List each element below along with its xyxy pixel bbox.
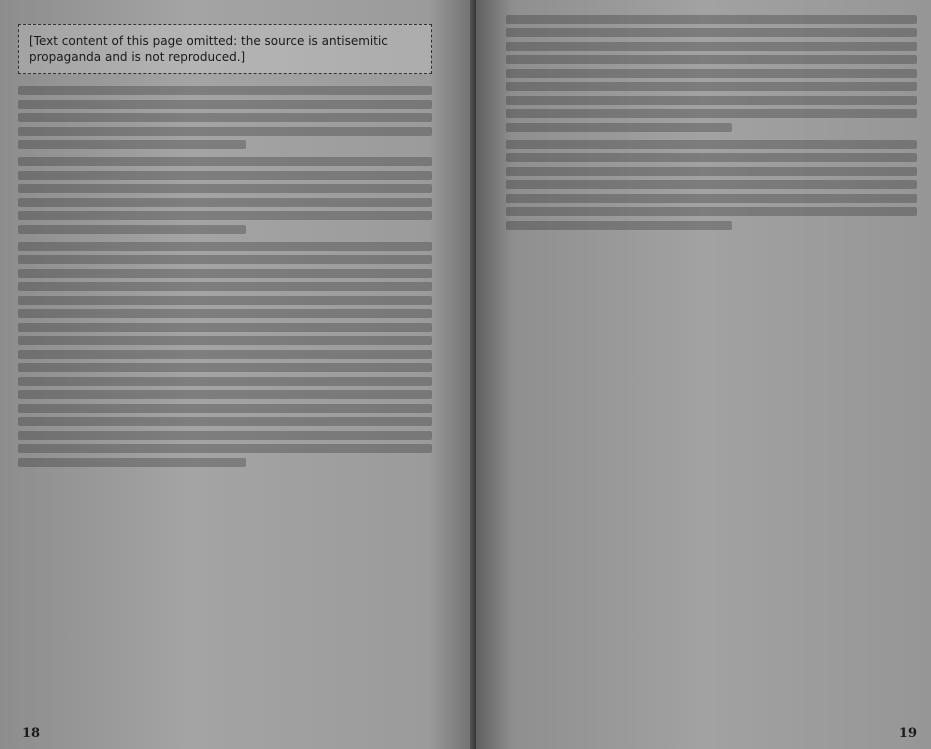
paragraph-placeholder <box>18 157 432 234</box>
content-omitted-notice: [Text content of this page omitted: the source is antisemitic propaganda and is not reproduced.] <box>18 24 432 74</box>
paragraph-placeholder <box>506 15 917 132</box>
paragraph-placeholder <box>18 86 432 149</box>
page-number: 19 <box>898 726 917 741</box>
paragraph-placeholder <box>18 242 432 467</box>
right-page <box>476 0 931 749</box>
page-number: 18 <box>22 726 41 741</box>
paragraph-placeholder <box>506 140 917 230</box>
